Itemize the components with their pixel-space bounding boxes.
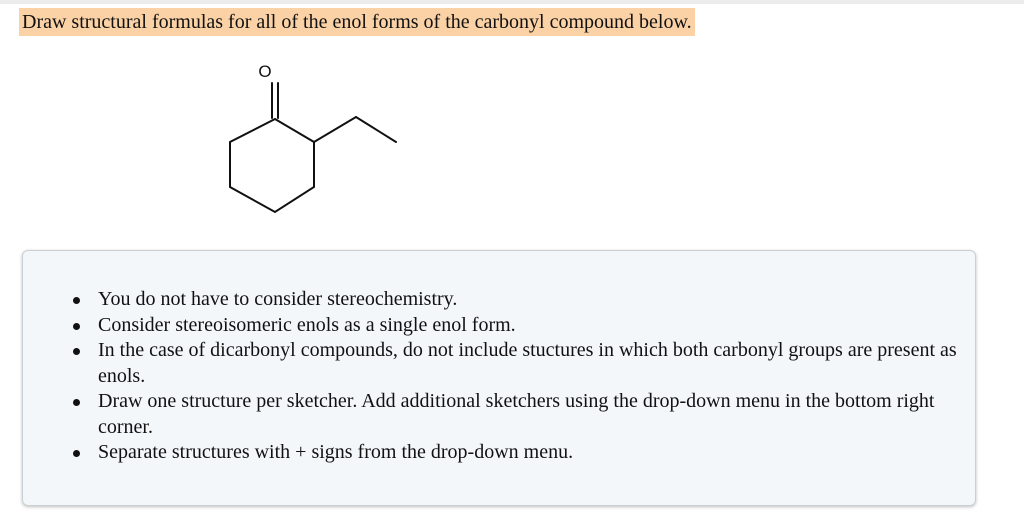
skeletal-formula-drawing <box>218 56 408 226</box>
instruction-text: In the case of dicarbonyl compounds, do not include stuctures in which both carbonyl groups are present as enols. <box>98 339 957 387</box>
cyclohexane-ring <box>230 119 314 212</box>
bullet-icon <box>73 399 80 406</box>
molecule-structure <box>218 56 408 226</box>
ethyl-bond-2 <box>356 117 396 142</box>
instruction-item <box>23 338 963 389</box>
ethyl-bond-1 <box>314 117 356 142</box>
bullet-icon <box>73 297 80 304</box>
oxygen-atom-label: O <box>258 62 272 81</box>
instructions-list <box>23 287 963 466</box>
instruction-item <box>23 440 963 466</box>
bullet-icon <box>73 450 80 457</box>
instruction-item <box>23 313 963 339</box>
instructions-panel <box>22 250 976 506</box>
instruction-item <box>23 287 963 313</box>
instruction-item <box>23 389 963 440</box>
top-border-strip <box>0 0 1024 4</box>
instruction-text: You do not have to consider stereochemistry. <box>98 288 458 310</box>
instruction-text: Consider stereoisomeric enols as a single enol form. <box>98 313 516 336</box>
instruction-text: Separate structures with + signs from the drop-down menu. <box>98 441 574 463</box>
instruction-text: Draw one structure per sketcher. Add additional sketchers using the drop-down menu in the bottom right corner. <box>98 390 935 438</box>
bullet-icon <box>73 348 80 355</box>
bullet-icon <box>73 323 80 330</box>
question-prompt: Draw structural formulas for all of the enol forms of the carbonyl compound below. <box>19 8 695 36</box>
